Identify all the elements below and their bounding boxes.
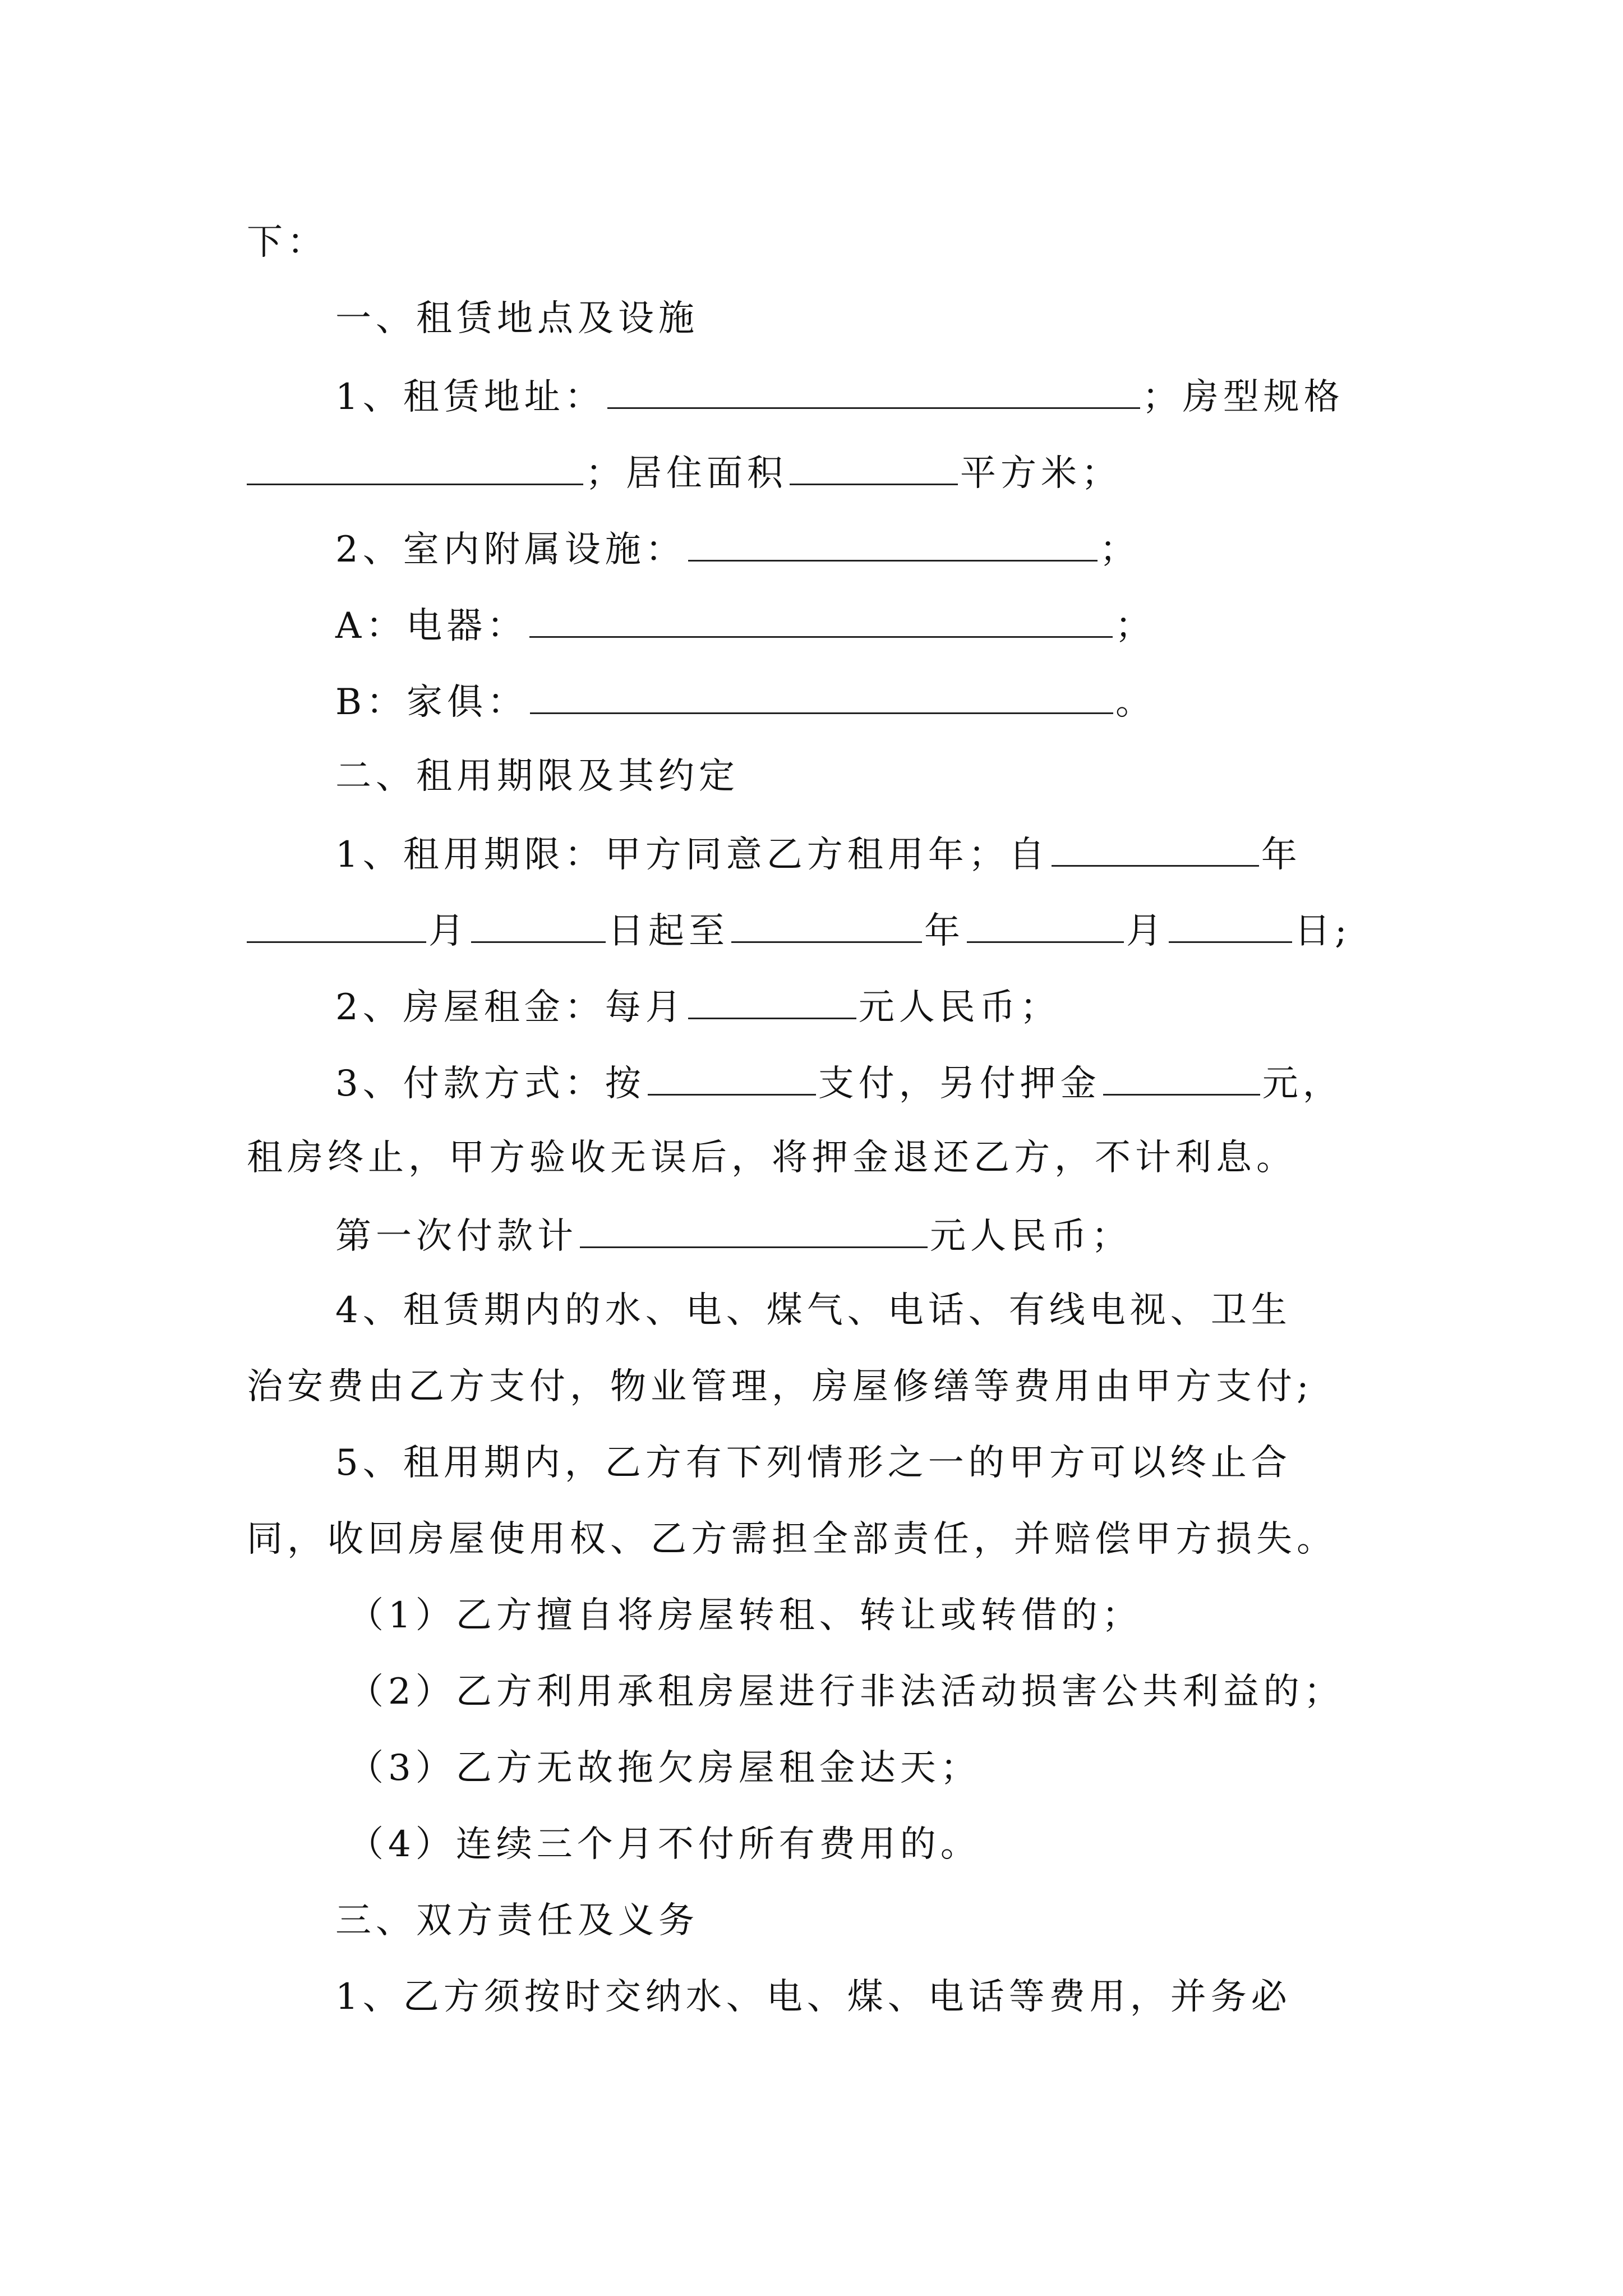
fill-in-blank <box>1052 830 1259 867</box>
section-heading <box>335 754 739 799</box>
text: 3、付款方式：按 <box>335 1063 645 1105</box>
fill-in-blank <box>790 449 958 485</box>
text: 元， <box>1262 1063 1343 1105</box>
text: （1）乙方擅自将房屋转租、转让或转借的； <box>348 1595 1142 1636</box>
text-line <box>247 1517 1337 1562</box>
text-line <box>335 525 1140 572</box>
text: 元人民币； <box>858 987 1061 1028</box>
text: 日; <box>1294 910 1352 952</box>
fill-in-blank <box>607 372 1140 409</box>
section-heading <box>335 1898 699 1943</box>
text: 三、双方责任及义务 <box>335 1900 699 1941</box>
fill-in-blank <box>529 601 1113 638</box>
text: （3）乙方无故拖欠房屋租金达天； <box>348 1747 981 1789</box>
text-line <box>247 1364 1313 1409</box>
text: A：电器： <box>335 605 528 647</box>
fill-in-blank <box>471 907 606 943</box>
text: 同，收回房屋使用权、乙方需担全部责任，并赔偿甲方损失。 <box>247 1519 1337 1560</box>
text-line <box>335 1288 1292 1333</box>
text: ；房型规格 <box>1142 376 1344 418</box>
text-line <box>335 1212 1132 1259</box>
fill-in-blank <box>247 907 426 943</box>
text: 月 <box>428 910 469 952</box>
text-line <box>247 449 1122 496</box>
text: 5、租用期内，乙方有下列情形之一的甲方可以终止合 <box>335 1442 1292 1484</box>
section-heading <box>335 296 699 341</box>
text: ；居住面积 <box>585 453 787 494</box>
fill-in-blank <box>1103 1059 1260 1096</box>
text: ； <box>1115 605 1156 647</box>
text: 元人民币； <box>930 1216 1132 1257</box>
text-line <box>335 983 1061 1030</box>
text: 平方米； <box>960 453 1122 494</box>
text: 年 <box>1261 834 1302 876</box>
text-line <box>335 372 1344 420</box>
text-line <box>335 1059 1343 1106</box>
text: 月 <box>1126 910 1166 952</box>
text: 1、租用期限：甲方同意乙方租用年；自 <box>335 834 1049 876</box>
text: 支付，另付押金 <box>818 1063 1101 1105</box>
fill-in-blank <box>648 1059 816 1096</box>
text-line <box>335 830 1302 877</box>
text-line <box>335 1975 1292 2019</box>
text-line <box>247 907 1352 954</box>
text: 1、租赁地址： <box>335 376 605 418</box>
text: 第一次付款计 <box>335 1216 578 1257</box>
text: 治安费由乙方支付，物业管理，房屋修缮等费用由甲方支付; <box>247 1366 1313 1407</box>
text: ； <box>1099 529 1140 570</box>
text: 。 <box>1115 682 1156 723</box>
fill-in-blank <box>247 449 583 485</box>
text: 下： <box>247 222 328 263</box>
fill-in-blank <box>967 907 1124 943</box>
text: 2、房屋租金：每月 <box>335 987 686 1028</box>
text-line <box>335 678 1156 725</box>
text-line <box>335 1441 1292 1485</box>
fill-in-blank <box>530 678 1113 714</box>
fill-in-blank <box>731 907 922 943</box>
text: （4）连续三个月不付所有费用的。 <box>348 1824 981 1865</box>
text: 一、租赁地点及设施 <box>335 298 699 339</box>
text-line <box>247 1135 1297 1180</box>
text: 4、租赁期内的水、电、煤气、电话、有线电视、卫生 <box>335 1290 1292 1331</box>
list-item <box>348 1669 1344 1714</box>
text-line <box>247 220 328 265</box>
list-item <box>348 1822 981 1867</box>
text: 二、租用期限及其约定 <box>335 756 739 797</box>
fill-in-blank <box>688 983 856 1019</box>
text-line <box>335 601 1155 648</box>
fill-in-blank <box>688 525 1098 562</box>
text: 2、室内附属设施： <box>335 529 686 570</box>
text: 日起至 <box>608 910 729 952</box>
fill-in-blank <box>1169 907 1292 943</box>
text: B：家俱： <box>335 682 528 723</box>
text: 年 <box>924 910 965 952</box>
fill-in-blank <box>580 1212 928 1248</box>
text: 租房终止，甲方验收无误后，将押金退还乙方，不计利息。 <box>247 1137 1297 1179</box>
text: 1、乙方须按时交纳水、电、煤、电话等费用，并务必 <box>335 1976 1292 2018</box>
list-item <box>348 1746 981 1791</box>
list-item <box>348 1593 1142 1638</box>
text: （2）乙方利用承租房屋进行非法活动损害公共利益的； <box>348 1671 1344 1713</box>
